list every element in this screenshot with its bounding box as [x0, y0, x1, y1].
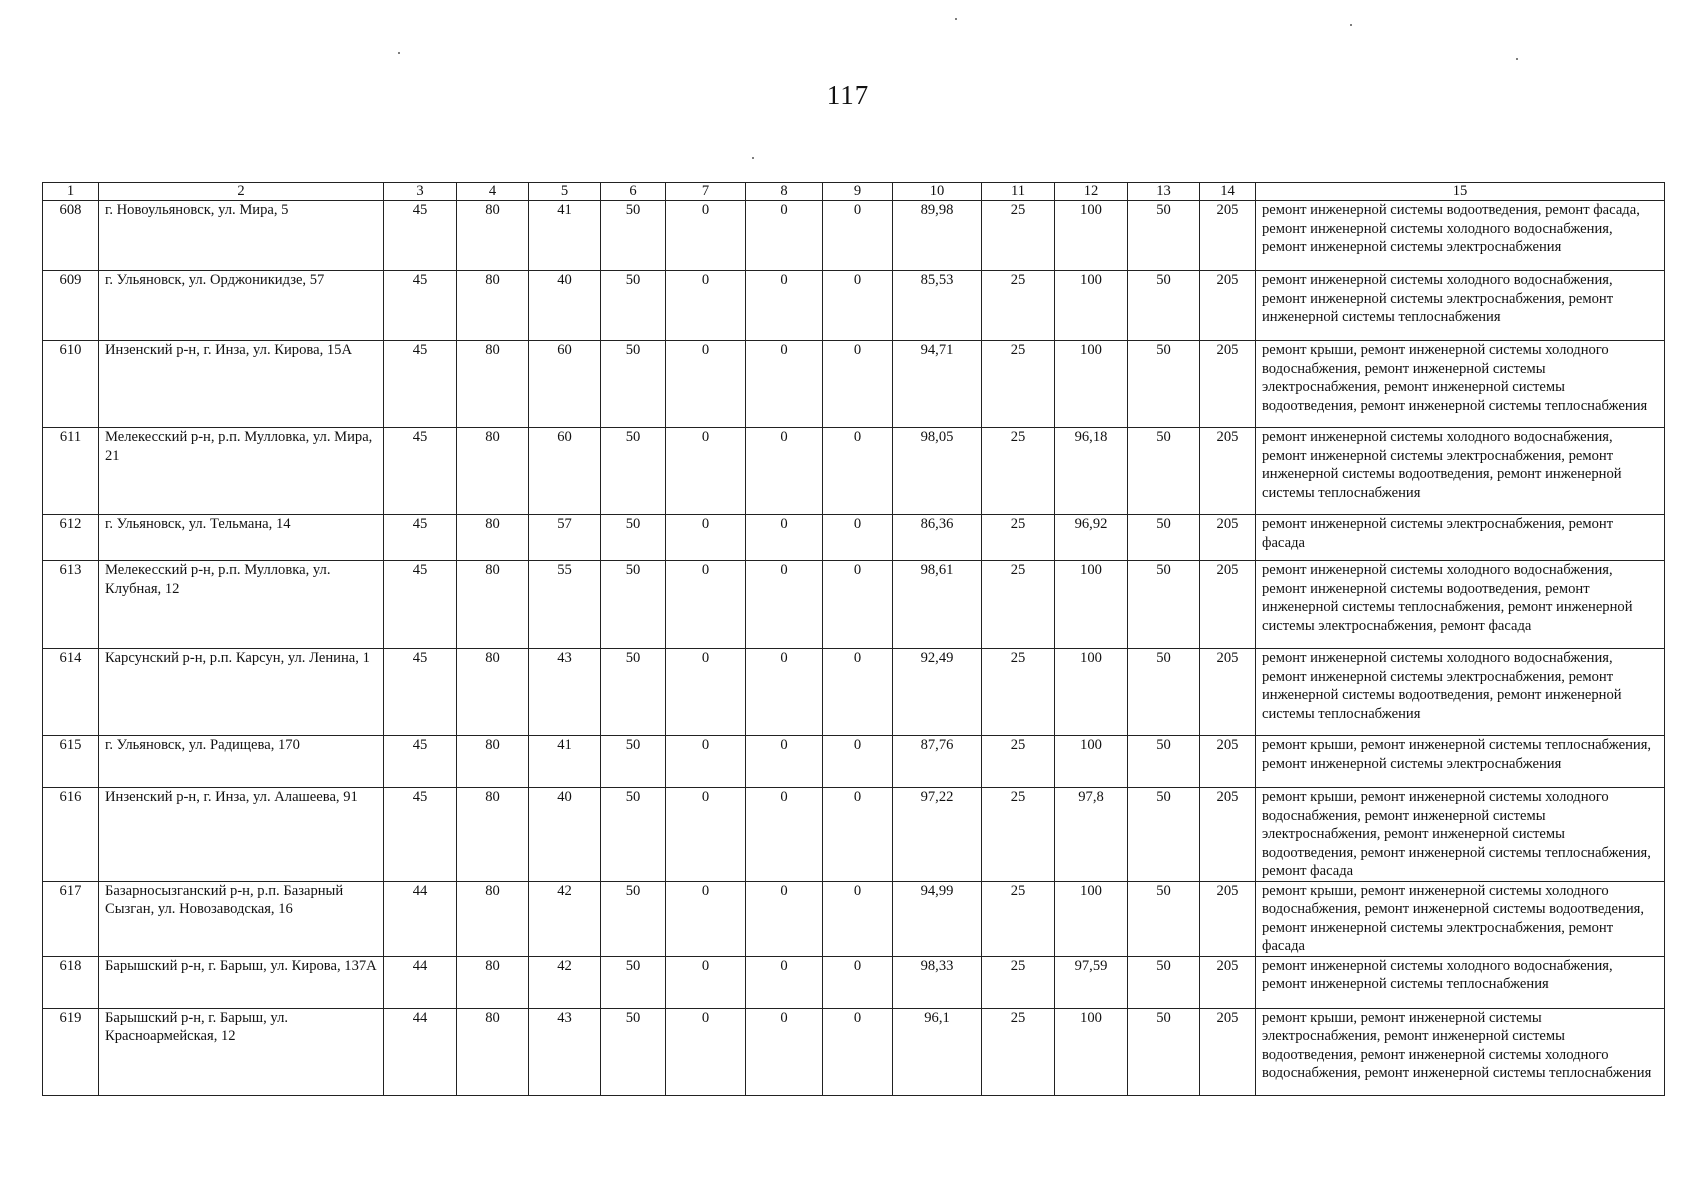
table-cell: 616 — [43, 788, 99, 882]
work-description-cell: ремонт крыши, ремонт инженерной системы электроснабжения, ремонт инженерной системы водоотведения, ремонт инженерной системы холодного водоснабжения, ремонт инженерной системы теплоснабжения — [1256, 1008, 1665, 1095]
table-cell: 41 — [529, 201, 601, 271]
table-cell: 608 — [43, 201, 99, 271]
table-cell: 0 — [823, 341, 893, 428]
work-description-cell: ремонт инженерной системы водоотведения, ремонт фасада, ремонт инженерной системы холодного водоснабжения, ремонт инженерной системы электроснабжения — [1256, 201, 1665, 271]
table-row — [43, 881, 1665, 956]
table-cell: 205 — [1200, 341, 1256, 428]
table-cell: 80 — [457, 788, 529, 882]
table-cell: 25 — [982, 271, 1055, 341]
table-cell: 89,98 — [893, 201, 982, 271]
column-header-11: 11 — [982, 183, 1055, 201]
table-cell: 0 — [746, 1008, 823, 1095]
table-cell: 45 — [384, 788, 457, 882]
work-description-cell: ремонт крыши, ремонт инженерной системы холодного водоснабжения, ремонт инженерной системы водоотведения, ремонт инженерной системы электроснабжения, ремонт фасада — [1256, 881, 1665, 956]
table-cell: 50 — [1128, 788, 1200, 882]
table-cell: 57 — [529, 515, 601, 561]
table-cell: 80 — [457, 736, 529, 788]
table-cell: 0 — [823, 736, 893, 788]
table-cell: 100 — [1055, 271, 1128, 341]
table-cell: 45 — [384, 428, 457, 515]
table-cell: 0 — [666, 881, 746, 956]
table-cell: 614 — [43, 649, 99, 736]
table-cell: 205 — [1200, 788, 1256, 882]
table-cell: 0 — [823, 515, 893, 561]
column-header-13: 13 — [1128, 183, 1200, 201]
table-cell: 97,59 — [1055, 956, 1128, 1008]
table-row — [43, 561, 1665, 649]
column-header-7: 7 — [666, 183, 746, 201]
table-row — [43, 201, 1665, 271]
table-cell: 50 — [601, 271, 666, 341]
table-cell: 205 — [1200, 649, 1256, 736]
table-cell: 0 — [666, 271, 746, 341]
table-cell: 50 — [601, 1008, 666, 1095]
table-cell: 618 — [43, 956, 99, 1008]
address-cell: Мелекесский р-н, р.п. Мулловка, ул. Мира, 21 — [99, 428, 384, 515]
work-description-cell: ремонт инженерной системы холодного водоснабжения, ремонт инженерной системы электроснабжения, ремонт инженерной системы водоотведения, ремонт инженерной системы теплоснабжения — [1256, 428, 1665, 515]
table-cell: 42 — [529, 881, 601, 956]
table-cell: 100 — [1055, 736, 1128, 788]
data-table — [42, 182, 1665, 1096]
table-cell: 40 — [529, 271, 601, 341]
table-cell: 50 — [601, 341, 666, 428]
table-cell: 80 — [457, 881, 529, 956]
table-cell: 617 — [43, 881, 99, 956]
table-cell: 205 — [1200, 561, 1256, 649]
table-cell: 205 — [1200, 736, 1256, 788]
work-description-cell: ремонт крыши, ремонт инженерной системы теплоснабжения, ремонт инженерной системы электроснабжения — [1256, 736, 1665, 788]
table-row — [43, 341, 1665, 428]
table-cell: 0 — [666, 736, 746, 788]
address-cell: Базарносызганский р-н, р.п. Базарный Сызган, ул. Новозаводская, 16 — [99, 881, 384, 956]
work-description-cell: ремонт инженерной системы холодного водоснабжения, ремонт инженерной системы теплоснабжения — [1256, 956, 1665, 1008]
table-cell: 0 — [666, 561, 746, 649]
table-cell: 41 — [529, 736, 601, 788]
table-cell: 25 — [982, 881, 1055, 956]
table-cell: 80 — [457, 649, 529, 736]
table-cell: 50 — [601, 956, 666, 1008]
address-cell: Барышский р-н, г. Барыш, ул. Красноармейская, 12 — [99, 1008, 384, 1095]
table-cell: 100 — [1055, 201, 1128, 271]
table-cell: 43 — [529, 649, 601, 736]
table-cell: 92,49 — [893, 649, 982, 736]
table-cell: 610 — [43, 341, 99, 428]
table-cell: 96,18 — [1055, 428, 1128, 515]
table-cell: 0 — [746, 956, 823, 1008]
address-cell: Карсунский р-н, р.п. Карсун, ул. Ленина, 1 — [99, 649, 384, 736]
column-header-5: 5 — [529, 183, 601, 201]
table-cell: 94,99 — [893, 881, 982, 956]
table-cell: 0 — [666, 428, 746, 515]
table-cell: 0 — [823, 788, 893, 882]
table-cell: 205 — [1200, 956, 1256, 1008]
table-cell: 100 — [1055, 341, 1128, 428]
table-cell: 50 — [1128, 956, 1200, 1008]
table-cell: 0 — [746, 341, 823, 428]
address-cell: г. Новоульяновск, ул. Мира, 5 — [99, 201, 384, 271]
table-row — [43, 1008, 1665, 1095]
table-cell: 50 — [601, 881, 666, 956]
table-cell: 205 — [1200, 271, 1256, 341]
table-cell: 100 — [1055, 881, 1128, 956]
table-cell: 50 — [601, 428, 666, 515]
table-cell: 25 — [982, 956, 1055, 1008]
table-cell: 0 — [823, 201, 893, 271]
table-cell: 50 — [1128, 271, 1200, 341]
address-cell: Мелекесский р-н, р.п. Мулловка, ул. Клубная, 12 — [99, 561, 384, 649]
table-cell: 44 — [384, 1008, 457, 1095]
table-cell: 50 — [1128, 1008, 1200, 1095]
table-cell: 205 — [1200, 428, 1256, 515]
table-cell: 205 — [1200, 515, 1256, 561]
table-row — [43, 271, 1665, 341]
table-cell: 80 — [457, 201, 529, 271]
table-cell: 613 — [43, 561, 99, 649]
table-cell: 45 — [384, 649, 457, 736]
table-cell: 50 — [1128, 201, 1200, 271]
table-cell: 25 — [982, 561, 1055, 649]
table-cell: 50 — [1128, 561, 1200, 649]
table-cell: 45 — [384, 341, 457, 428]
table-cell: 25 — [982, 736, 1055, 788]
table-cell: 0 — [823, 956, 893, 1008]
scan-speck — [752, 157, 754, 159]
table-cell: 0 — [666, 201, 746, 271]
address-cell: г. Ульяновск, ул. Орджоникидзе, 57 — [99, 271, 384, 341]
table-cell: 96,1 — [893, 1008, 982, 1095]
table-cell: 0 — [666, 1008, 746, 1095]
work-description-cell: ремонт крыши, ремонт инженерной системы холодного водоснабжения, ремонт инженерной системы электроснабжения, ремонт инженерной системы водоотведения, ремонт инженерной системы теплоснабжения, ремонт фасада — [1256, 788, 1665, 882]
table-cell: 50 — [1128, 881, 1200, 956]
table-cell: 80 — [457, 271, 529, 341]
table-cell: 50 — [601, 736, 666, 788]
table-row — [43, 788, 1665, 882]
table-row — [43, 736, 1665, 788]
table-row — [43, 515, 1665, 561]
column-header-8: 8 — [746, 183, 823, 201]
table-cell: 50 — [601, 649, 666, 736]
table-row — [43, 649, 1665, 736]
table-cell: 0 — [746, 428, 823, 515]
column-header-15: 15 — [1256, 183, 1665, 201]
table-cell: 80 — [457, 1008, 529, 1095]
column-header-4: 4 — [457, 183, 529, 201]
table-cell: 0 — [666, 515, 746, 561]
table-cell: 94,71 — [893, 341, 982, 428]
table-cell: 0 — [823, 561, 893, 649]
table-cell: 0 — [746, 736, 823, 788]
table-cell: 98,61 — [893, 561, 982, 649]
table-cell: 98,05 — [893, 428, 982, 515]
table-cell: 42 — [529, 956, 601, 1008]
work-description-cell: ремонт инженерной системы электроснабжения, ремонт фасада — [1256, 515, 1665, 561]
table-cell: 50 — [601, 201, 666, 271]
table-cell: 0 — [666, 649, 746, 736]
work-description-cell: ремонт инженерной системы холодного водоснабжения, ремонт инженерной системы электроснабжения, ремонт инженерной системы водоотведения, ремонт инженерной системы теплоснабжения — [1256, 649, 1665, 736]
table-cell: 0 — [746, 201, 823, 271]
table-cell: 85,53 — [893, 271, 982, 341]
scan-speck — [1516, 58, 1518, 60]
table-cell: 0 — [746, 788, 823, 882]
table-cell: 611 — [43, 428, 99, 515]
address-cell: г. Ульяновск, ул. Тельмана, 14 — [99, 515, 384, 561]
table-cell: 50 — [1128, 341, 1200, 428]
column-header-9: 9 — [823, 183, 893, 201]
table-cell: 44 — [384, 881, 457, 956]
table-cell: 97,8 — [1055, 788, 1128, 882]
table-cell: 25 — [982, 515, 1055, 561]
table-cell: 0 — [823, 649, 893, 736]
table-cell: 205 — [1200, 881, 1256, 956]
table-cell: 80 — [457, 956, 529, 1008]
table-cell: 0 — [823, 881, 893, 956]
table-cell: 0 — [666, 788, 746, 882]
table-cell: 44 — [384, 956, 457, 1008]
table-cell: 98,33 — [893, 956, 982, 1008]
table-cell: 0 — [823, 271, 893, 341]
table-cell: 60 — [529, 428, 601, 515]
table-cell: 25 — [982, 201, 1055, 271]
table-cell: 0 — [746, 881, 823, 956]
table-cell: 96,92 — [1055, 515, 1128, 561]
table-cell: 50 — [1128, 649, 1200, 736]
column-header-14: 14 — [1200, 183, 1256, 201]
table-cell: 45 — [384, 271, 457, 341]
scan-speck — [955, 18, 957, 20]
table-cell: 50 — [1128, 428, 1200, 515]
address-cell: Инзенский р-н, г. Инза, ул. Алашеева, 91 — [99, 788, 384, 882]
table-cell: 100 — [1055, 561, 1128, 649]
table-cell: 0 — [823, 428, 893, 515]
table-cell: 50 — [1128, 736, 1200, 788]
address-cell: Барышский р-н, г. Барыш, ул. Кирова, 137А — [99, 956, 384, 1008]
table-cell: 40 — [529, 788, 601, 882]
column-header-3: 3 — [384, 183, 457, 201]
address-cell: Инзенский р-н, г. Инза, ул. Кирова, 15А — [99, 341, 384, 428]
header-row — [43, 183, 1665, 201]
table-cell: 615 — [43, 736, 99, 788]
table-cell: 50 — [1128, 515, 1200, 561]
table-cell: 612 — [43, 515, 99, 561]
table-cell: 87,76 — [893, 736, 982, 788]
table-cell: 43 — [529, 1008, 601, 1095]
scan-speck — [398, 52, 400, 54]
table-cell: 50 — [601, 515, 666, 561]
table-cell: 80 — [457, 561, 529, 649]
column-header-6: 6 — [601, 183, 666, 201]
table-cell: 205 — [1200, 1008, 1256, 1095]
scan-speck — [1350, 24, 1352, 26]
table-cell: 0 — [823, 1008, 893, 1095]
table-cell: 50 — [601, 788, 666, 882]
work-description-cell: ремонт инженерной системы холодного водоснабжения, ремонт инженерной системы электроснабжения, ремонт инженерной системы теплоснабжения — [1256, 271, 1665, 341]
table-cell: 45 — [384, 736, 457, 788]
address-cell: г. Ульяновск, ул. Радищева, 170 — [99, 736, 384, 788]
work-description-cell: ремонт инженерной системы холодного водоснабжения, ремонт инженерной системы водоотведения, ремонт инженерной системы теплоснабжения, ремонт инженерной системы электроснабжения, ремонт фасада — [1256, 561, 1665, 649]
table-cell: 0 — [666, 341, 746, 428]
table-cell: 205 — [1200, 201, 1256, 271]
table-cell: 45 — [384, 201, 457, 271]
table-cell: 60 — [529, 341, 601, 428]
table-cell: 100 — [1055, 1008, 1128, 1095]
table-row — [43, 956, 1665, 1008]
table-cell: 86,36 — [893, 515, 982, 561]
table-cell: 80 — [457, 515, 529, 561]
table-cell: 100 — [1055, 649, 1128, 736]
column-header-1: 1 — [43, 183, 99, 201]
table-cell: 0 — [746, 649, 823, 736]
table-row — [43, 428, 1665, 515]
table-cell: 97,22 — [893, 788, 982, 882]
table-cell: 619 — [43, 1008, 99, 1095]
work-description-cell: ремонт крыши, ремонт инженерной системы холодного водоснабжения, ремонт инженерной системы электроснабжения, ремонт инженерной системы водоотведения, ремонт инженерной системы теплоснабжения — [1256, 341, 1665, 428]
column-header-10: 10 — [893, 183, 982, 201]
table-cell: 25 — [982, 341, 1055, 428]
table-cell: 25 — [982, 788, 1055, 882]
page-number: 117 — [826, 80, 870, 110]
table-cell: 25 — [982, 428, 1055, 515]
table-cell: 45 — [384, 561, 457, 649]
column-header-2: 2 — [99, 183, 384, 201]
table-cell: 25 — [982, 649, 1055, 736]
table-cell: 0 — [746, 271, 823, 341]
table-cell: 50 — [601, 561, 666, 649]
table-cell: 80 — [457, 428, 529, 515]
table-cell: 0 — [746, 515, 823, 561]
table-cell: 80 — [457, 341, 529, 428]
table-cell: 45 — [384, 515, 457, 561]
table-cell: 55 — [529, 561, 601, 649]
table-cell: 609 — [43, 271, 99, 341]
table-cell: 0 — [666, 956, 746, 1008]
column-header-12: 12 — [1055, 183, 1128, 201]
table-cell: 0 — [746, 561, 823, 649]
table-cell: 25 — [982, 1008, 1055, 1095]
